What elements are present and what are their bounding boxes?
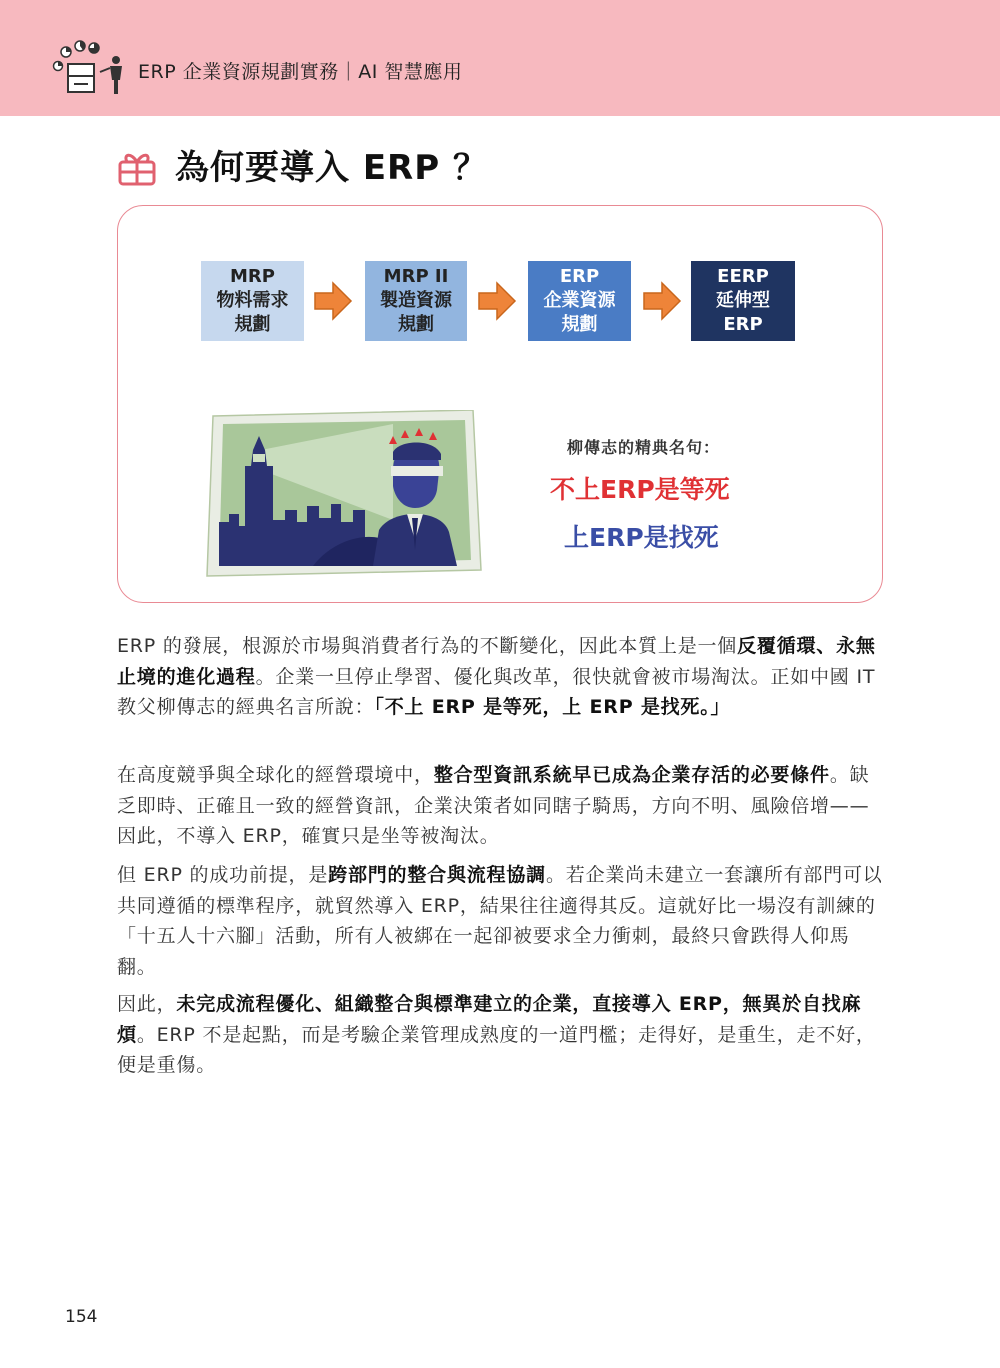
- page-header: [0, 0, 1000, 116]
- right-arrow-icon: [642, 281, 682, 321]
- text-run-bold: 跨部門的整合與流程協調: [328, 864, 546, 886]
- quote-line-red: 不上ERP是等死: [550, 475, 730, 504]
- section-heading: 為何要導入 ERP ？: [175, 148, 488, 188]
- flow-step-line: 規劃: [398, 314, 434, 335]
- blindfolded-man-lighthouse-illustration: [203, 410, 483, 578]
- right-arrow-icon: [313, 281, 353, 321]
- right-arrow-icon: [477, 281, 517, 321]
- flow-step-line: 規劃: [561, 314, 598, 335]
- book-title: ERP 企業資源規劃實務｜AI 智慧應用: [138, 61, 463, 83]
- flow-step-line: 延伸型: [716, 290, 770, 311]
- text-run: ERP 的發展，根源於市場與消費者行為的不斷變化，因此本質上是一個: [117, 635, 738, 657]
- flow-step-eerp: [691, 261, 795, 341]
- page-number: 154: [65, 1307, 98, 1327]
- text-run: 。缺乏即時、正確且一致的經營資訊，企業決策者如同瞎子騎馬，方向不明、風險倍增——因此，不導入 ERP，確實只是坐等被淘汰。: [117, 764, 870, 847]
- quote-line-blue: 上ERP是找死: [564, 523, 719, 552]
- text-run-bold: 「不上 ERP 是等死，上 ERP 是找死。」: [374, 696, 731, 718]
- body-paragraph-3: [117, 860, 887, 982]
- flow-step-line: EERP: [717, 266, 769, 287]
- flow-step-line: MRP II: [383, 266, 449, 287]
- flow-step-mrp: [201, 261, 304, 341]
- body-paragraph-4: [117, 989, 887, 1081]
- flow-step-line: ERP: [559, 266, 600, 287]
- text-run-bold: 未完成流程優化、組織整合與標準建立的企業，直接導入 ERP，無異於自找麻煩: [117, 993, 862, 1046]
- flow-step-line: 製造資源: [380, 290, 452, 311]
- text-run: 。企業一旦停止學習、優化與改革，很快就會被市場淘汰。正如中國 IT 教父柳傳志的經典名言所說：: [117, 665, 876, 718]
- flow-step-mrp2: [365, 261, 467, 341]
- text-run: 因此，: [117, 993, 177, 1015]
- flow-step-line: 物料需求: [216, 290, 289, 311]
- text-run: 但 ERP 的成功前提，是: [117, 864, 329, 886]
- body-paragraph-2: [117, 760, 887, 852]
- flow-step-line: 規劃: [234, 314, 271, 335]
- text-run: 。若企業尚未建立一套讓所有部門可以共同遵循的標準程序，就貿然導入 ERP，結果往往適得其反。這就好比一場沒有訓練的「十五人十六腳」活動，所有人被綁在一起卻被要求全力衝刺，最終只會跌得人仰馬翻。: [117, 864, 883, 978]
- flow-step-line: MRP: [230, 266, 275, 287]
- text-run: 在高度競爭與全球化的經營環境中，: [117, 764, 434, 786]
- text-run-bold: 整合型資訊系統早已成為企業存活的必要條件: [433, 764, 830, 786]
- flow-step-line: ERP: [723, 314, 763, 335]
- text-run-bold: 反覆循環、永無止境的進化過程: [117, 635, 876, 688]
- flow-step-erp: [528, 261, 631, 341]
- presenter-with-charts-icon: [50, 38, 130, 98]
- quote-label: 柳傳志的精典名句：: [567, 438, 721, 457]
- flow-step-line: 企業資源: [543, 290, 616, 311]
- body-paragraph-1: [117, 631, 887, 723]
- text-run: 。ERP 不是起點，而是考驗企業管理成熟度的一道門檻；走得好，是重生，走不好，便是重傷。: [117, 1023, 876, 1076]
- gift-box-icon: [118, 150, 156, 186]
